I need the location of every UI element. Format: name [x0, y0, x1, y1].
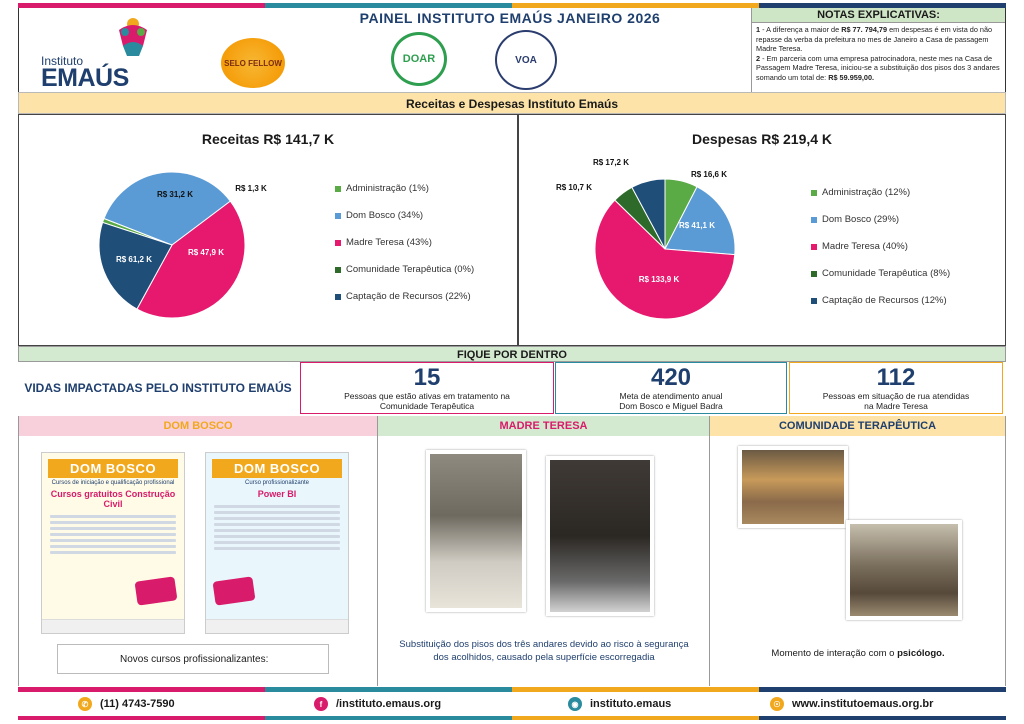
stat-text-line1: Pessoas em situação de rua atendidas [822, 391, 970, 401]
stat-text-line2: Dom Bosco e Miguel Badra [619, 401, 723, 411]
poster-headline: Cursos gratuitos Construção Civil [50, 489, 176, 509]
pie-data-label: R$ 17,2 K [592, 158, 630, 167]
legend-item [335, 256, 474, 283]
dom-bosco-poster-powerbi [205, 452, 349, 634]
legend-label: Administração (12%) [822, 187, 911, 198]
legend-item [811, 287, 950, 314]
notes-panel [751, 8, 1005, 92]
selo-fellow-seal: SELO FELLOW [221, 38, 285, 88]
poster-footer [206, 619, 348, 633]
fique-por-dentro-title: FIQUE POR DENTRO [18, 346, 1006, 362]
legend-label: Comunidade Terapêutica (8%) [822, 268, 951, 279]
instagram-text: instituto.emaus [590, 698, 672, 710]
pie-data-label: R$ 61,2 K [115, 255, 153, 264]
legend-label: Madre Teresa (40%) [822, 241, 908, 252]
footer-instagram[interactable] [568, 697, 671, 711]
madre-teresa-caption: Substituição dos pisos dos três andares devido ao risco à segurança dos acolhidos, causado pela superfície escorregadia [399, 639, 689, 663]
footer-facebook[interactable] [314, 697, 441, 711]
stat-text-line2: Comunidade Terapêutica [379, 401, 475, 411]
footer-website[interactable] [770, 697, 933, 711]
pie-data-label: R$ 10,7 K [555, 183, 593, 192]
pie-data-label: R$ 16,6 K [690, 170, 728, 179]
legend-item [811, 233, 950, 260]
logo-line1: Instituto [41, 54, 84, 68]
note-1: 1 - A diferença a maior de R$ 77. 794,79 em despesas é em vista do não repasse da verba da prefeitura no mes de Janeiro a Casa de passagem Madre Teresa. [756, 25, 993, 54]
impact-label: VIDAS IMPACTADAS PELO INSTITUTO EMAÚS [24, 380, 292, 395]
pie-data-label: R$ 47,9 K [187, 248, 225, 257]
comunidade-title: COMUNIDADE TERAPÊUTICA [710, 416, 1005, 436]
comunidade-section [710, 416, 1006, 686]
notes-title: NOTAS EXPLICATIVAS: [752, 8, 1005, 23]
stat-number: 420 [650, 364, 692, 391]
stat-number: 112 [876, 364, 916, 391]
stat-text-line1: Pessoas que estão ativas em tratamento na [344, 391, 510, 401]
legend-item [335, 283, 474, 310]
instagram-icon: ◉ [568, 697, 582, 711]
legend-label: Captação de Recursos (22%) [346, 291, 471, 302]
stat-card-rua [789, 362, 1003, 414]
header [18, 8, 1006, 92]
comunidade-caption: Momento de interação com o psicólogo. [771, 648, 945, 659]
facebook-icon: f [314, 697, 328, 711]
emaus-figure-icon [113, 16, 153, 58]
footer [18, 692, 1006, 716]
group-photo-1 [738, 446, 848, 528]
stat-card-tratamento [300, 362, 554, 414]
poster-badge [213, 576, 256, 605]
despesas-legend [811, 179, 950, 314]
dom-bosco-title: DOM BOSCO [19, 416, 377, 436]
stat-text-line1: Meta de atendimento anual [619, 391, 723, 401]
legend-item [811, 260, 950, 287]
despesas-chart-title: Despesas R$ 219,4 K [691, 131, 833, 147]
poster-title: DOM BOSCO [212, 459, 342, 478]
notes-body [752, 23, 1005, 85]
poster-title: DOM BOSCO [48, 459, 178, 478]
legend-item [335, 229, 474, 256]
legend-swatch [811, 271, 817, 277]
dom-bosco-poster-construcao [41, 452, 185, 634]
poster-subtitle: Cursos de iniciação e qualificação profissional [51, 480, 175, 486]
legend-swatch [335, 294, 341, 300]
poster-footer [42, 619, 184, 633]
poster-subtitle: Curso profissionalizante [244, 480, 310, 486]
dom-bosco-section [18, 416, 378, 686]
receitas-legend [335, 175, 474, 310]
receitas-chart [18, 114, 518, 346]
selo-voa-seal: VOA [495, 30, 557, 90]
floor-photo-stairs [546, 456, 654, 616]
group-photo-2 [846, 520, 962, 620]
phone-icon: ✆ [78, 697, 92, 711]
note-2: 2 - Em parceria com uma empresa patrocinadora, neste mes na Casa de Passagem Madre Teresa, iniciou-se a substituição dos pisos dos 3 andares somando um total de: R$ 59.959,00. [756, 53, 1000, 82]
legend-item [811, 206, 950, 233]
madre-teresa-section [378, 416, 710, 686]
legend-label: Comunidade Terapêutica (0%) [346, 264, 475, 275]
legend-item [811, 179, 950, 206]
stat-number: 15 [413, 364, 441, 391]
finance-section-title: Receitas e Despesas Instituto Emaús [18, 92, 1006, 114]
website-text: www.institutoemaus.org.br [792, 698, 934, 710]
legend-label: Captação de Recursos (12%) [822, 295, 947, 306]
legend-swatch [811, 190, 817, 196]
legend-label: Dom Bosco (29%) [822, 214, 900, 225]
logo-line2: EMAÚS [41, 64, 129, 92]
legend-swatch [335, 240, 341, 246]
legend-swatch [811, 244, 817, 250]
page-title: PAINEL INSTITUTO EMAÚS JANEIRO 2026 [359, 10, 661, 26]
globe-icon: ☉ [770, 697, 784, 711]
legend-item [335, 175, 474, 202]
pie-data-label: R$ 31,2 K [156, 190, 194, 199]
floor-photo-corridor [426, 450, 526, 612]
pie-data-label: R$ 133,9 K [638, 275, 680, 284]
phone-text: (11) 4743-7590 [100, 698, 175, 710]
despesas-chart [518, 114, 1006, 346]
stat-card-meta [555, 362, 787, 414]
legend-label: Dom Bosco (34%) [346, 210, 424, 221]
poster-text-lines [50, 515, 176, 554]
legend-swatch [335, 213, 341, 219]
poster-text-lines [214, 505, 340, 550]
legend-item [335, 202, 474, 229]
facebook-text: /instituto.emaus.org [336, 698, 442, 710]
poster-headline: Power BI [257, 489, 297, 499]
pie-data-label: R$ 1,3 K [235, 184, 267, 193]
madre-teresa-title: MADRE TERESA [378, 416, 709, 436]
legend-swatch [811, 217, 817, 223]
emaus-logo [39, 14, 159, 92]
legend-swatch [811, 298, 817, 304]
bottom-color-stripe [18, 716, 1006, 720]
poster-badge [135, 576, 178, 605]
footer-phone[interactable] [78, 697, 175, 711]
stat-text-line2: na Madre Teresa [864, 401, 928, 411]
pie-data-label: R$ 41,1 K [678, 221, 716, 230]
selo-doar-seal: DOAR [391, 32, 447, 86]
dom-bosco-caption: Novos cursos profissionalizantes: [57, 644, 329, 674]
legend-swatch [335, 186, 341, 192]
receitas-chart-title: Receitas R$ 141,7 K [201, 131, 335, 147]
legend-swatch [335, 267, 341, 273]
legend-label: Administração (1%) [346, 183, 429, 194]
legend-label: Madre Teresa (43%) [346, 237, 432, 248]
